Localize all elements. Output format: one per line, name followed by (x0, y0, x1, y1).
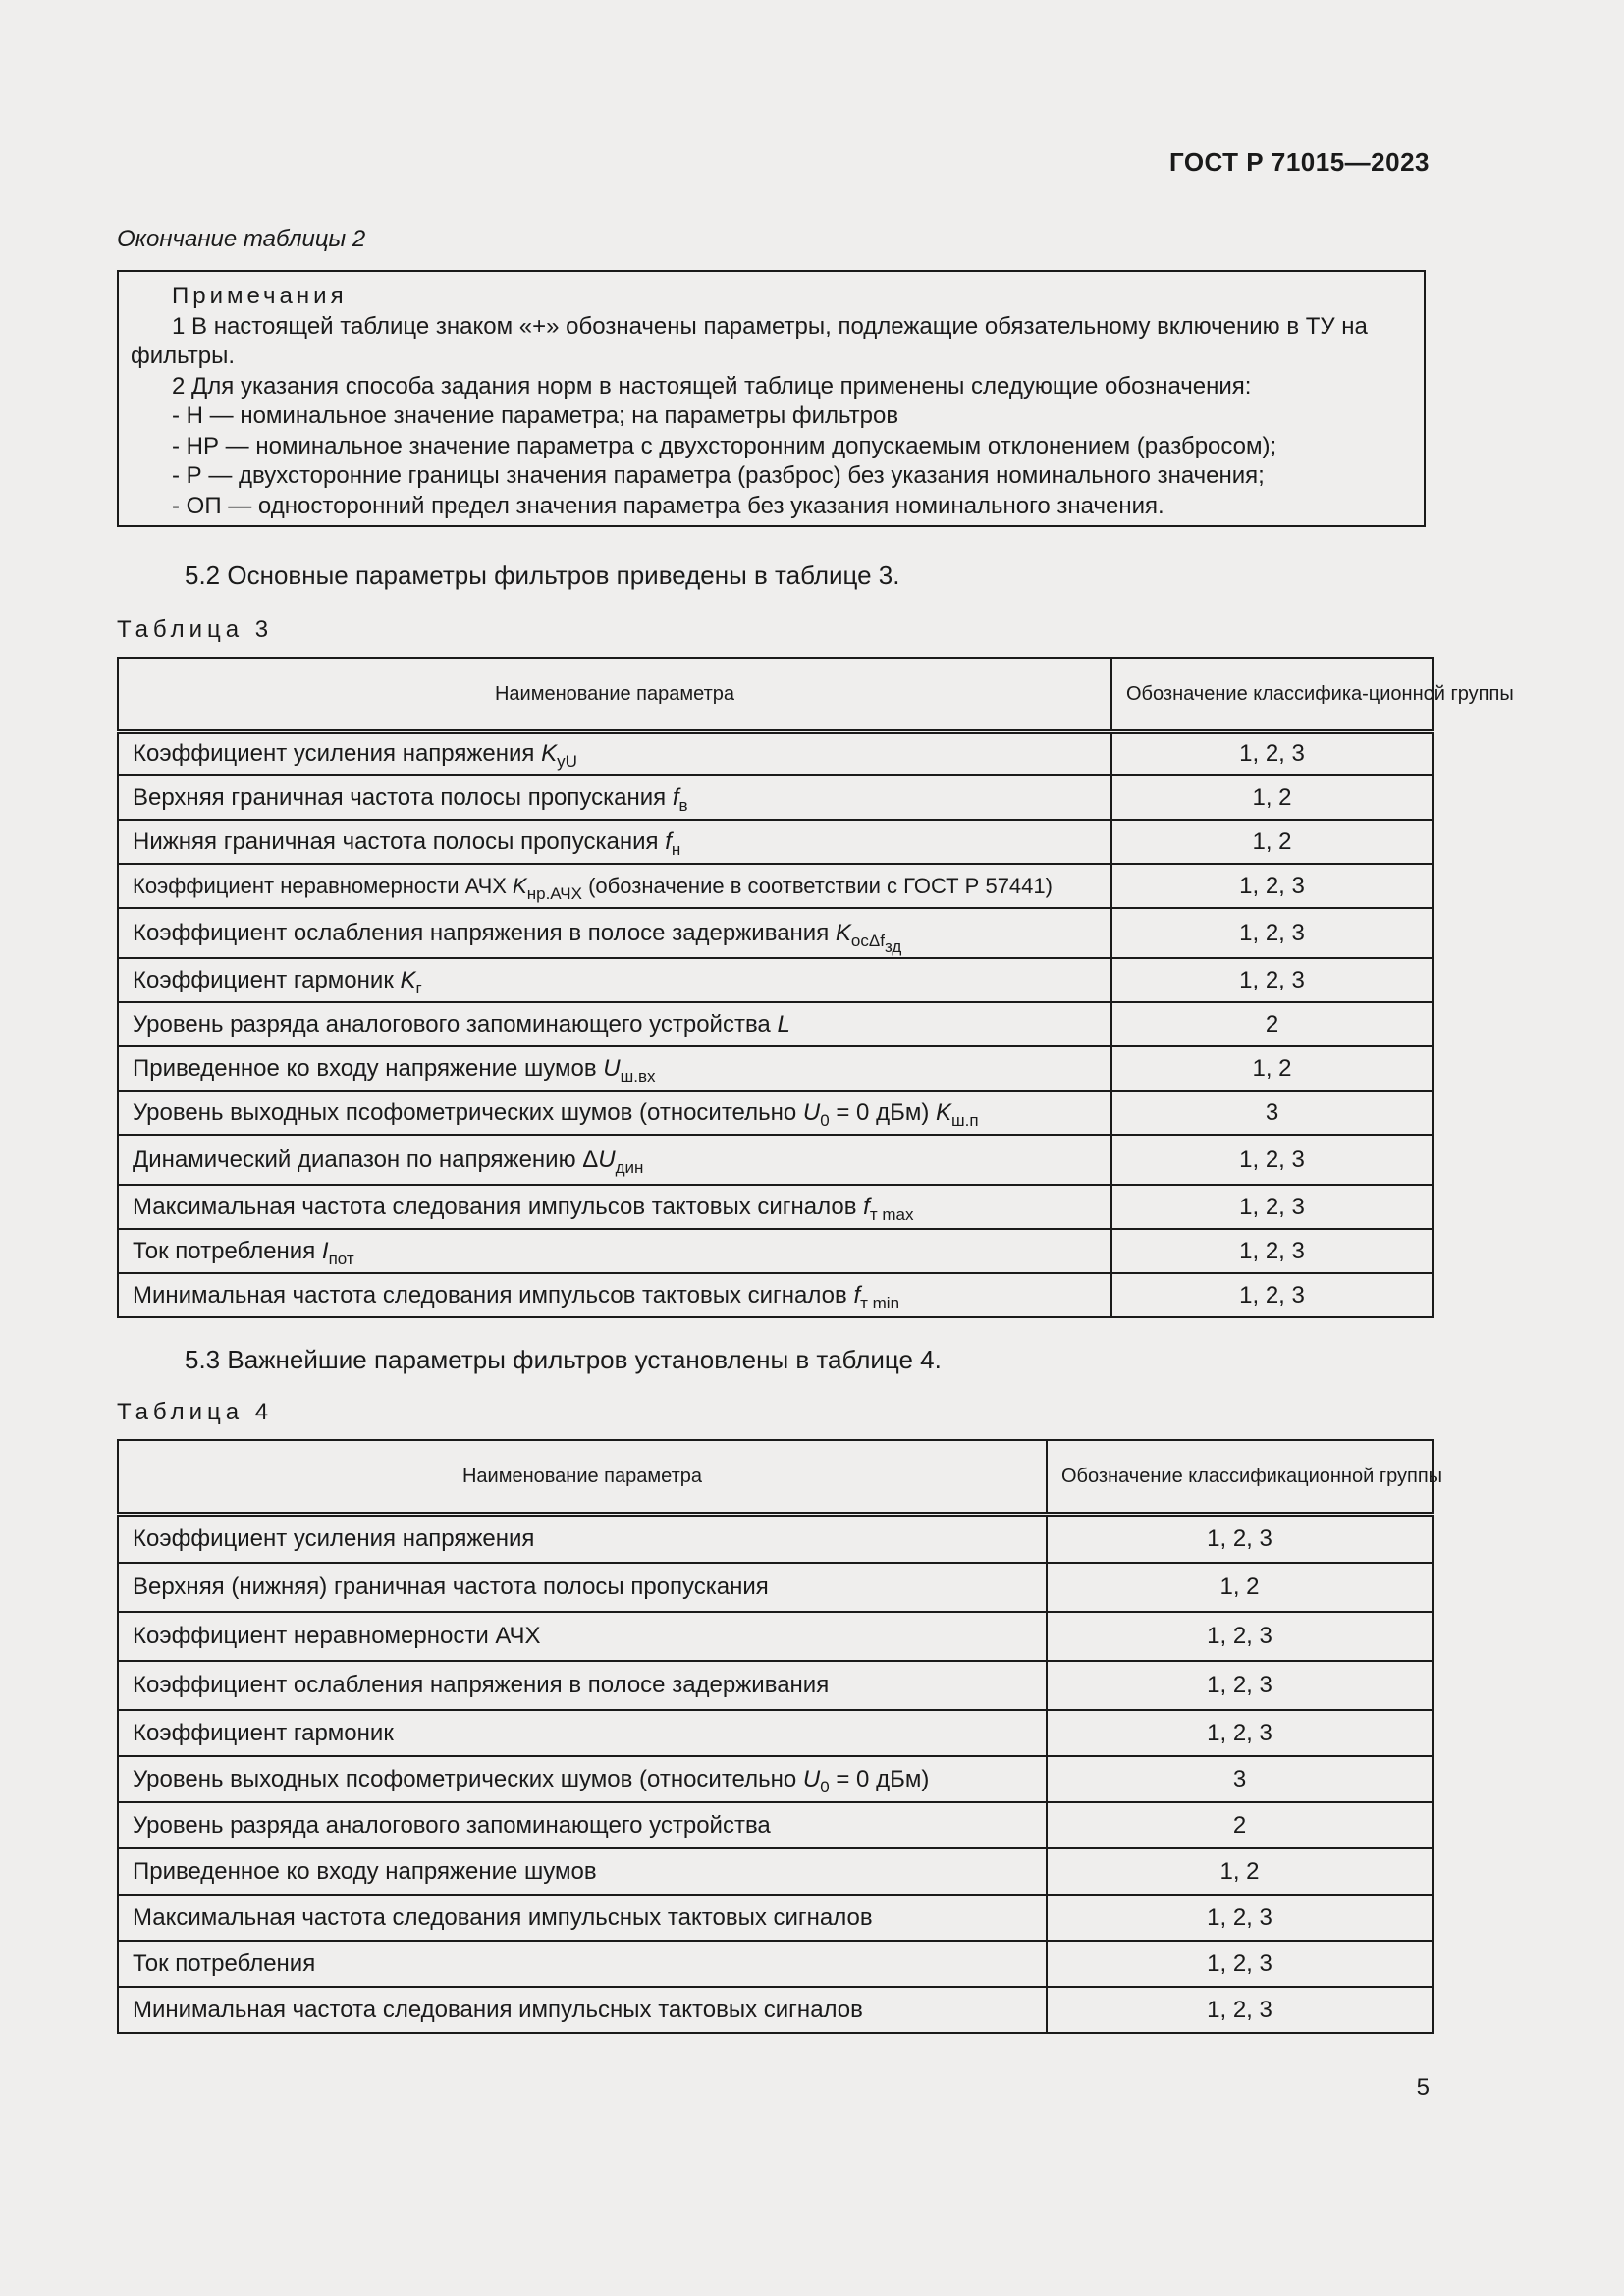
parameter-subscript (621, 1067, 656, 1086)
group-cell: 1, 2, 3 (1111, 1135, 1433, 1185)
table-row (118, 1661, 1433, 1710)
page-number: 5 (1416, 2074, 1430, 2101)
parameter-name: Уровень разряда аналогового запоминающего устройства (133, 1811, 771, 1839)
parameter-name: Коэффициент гармоник (133, 1719, 394, 1746)
subscript-text: т max (869, 1204, 914, 1224)
parameter-subscript (416, 979, 422, 997)
note-1-line-2: фильтры. (131, 343, 236, 369)
header-cell-group: Обозначение классификационной группы (1047, 1440, 1433, 1514)
table-row (118, 1710, 1433, 1756)
header-cell-parameter: Наименование параметра (118, 1440, 1047, 1514)
table-row (118, 1229, 1433, 1273)
group-cell: 1, 2, 3 (1111, 1229, 1433, 1273)
subscript-text: 0 (820, 1777, 830, 1796)
parameter-symbol: U (802, 1098, 821, 1126)
parameter-cell (118, 1848, 1047, 1895)
group-cell: 1, 2 (1111, 775, 1433, 820)
parameter-cell (118, 1514, 1047, 1563)
parameter-name: Коэффициент неравномерности АЧХ (133, 1623, 541, 1649)
parameter-tail: = 0 дБм) (829, 1765, 930, 1792)
parameter-subscript (616, 1158, 644, 1177)
header-cell-parameter: Наименование параметра (118, 658, 1111, 731)
parameter-cell (118, 1941, 1047, 1987)
group-cell: 3 (1047, 1756, 1433, 1802)
parameter-name: Нижняя граничная частота полосы пропускания (133, 828, 659, 855)
subscript-text: 0 (820, 1110, 830, 1130)
table-header-row (118, 658, 1433, 731)
parameter-name: Динамический диапазон по напряжению Δ (133, 1146, 599, 1173)
parameter-subscript (820, 1111, 829, 1130)
section-5-3-paragraph: 5.3 Важнейшие параметры фильтров установлены в таблице 4. (185, 1345, 942, 1374)
parameter-symbol: K (541, 740, 558, 768)
table-row (118, 1756, 1433, 1802)
parameter-tail: = 0 дБм) (829, 1098, 936, 1126)
parameter-subscript (672, 840, 680, 859)
table-row (118, 1895, 1433, 1941)
table-row (118, 731, 1433, 775)
parameter-cell (118, 1802, 1047, 1848)
parameter-subscript-3: ш.п (951, 1110, 979, 1130)
parameter-subscript (870, 1205, 914, 1224)
table-4-caption: Таблица 4 (117, 1399, 274, 1425)
table-row (118, 1273, 1433, 1317)
subscript-text: нр.АЧХ (526, 883, 582, 903)
parameter-symbol: K (513, 873, 527, 898)
parameter-cell (118, 1046, 1111, 1091)
table-continuation-caption: Окончание таблицы 2 (117, 226, 366, 252)
parameter-cell (118, 1756, 1047, 1802)
parameter-name: Верхняя граничная частота полосы пропускания (133, 783, 667, 811)
parameter-tail: (обозначение в соответствии с ГОСТ Р 57441) (581, 873, 1053, 898)
parameter-symbol: K (400, 966, 416, 993)
table-row (118, 908, 1433, 958)
parameter-subscript (557, 752, 577, 771)
parameter-cell (118, 1185, 1111, 1229)
table-row (118, 1514, 1433, 1563)
parameter-cell (118, 864, 1111, 908)
subscript-text: дин (615, 1157, 644, 1177)
parameter-symbol-2: K (935, 1098, 951, 1126)
parameter-name: Минимальная частота следования импульсных тактовых сигналов (133, 1996, 863, 2023)
parameter-cell (118, 1563, 1047, 1612)
table-row (118, 864, 1433, 908)
parameter-cell (118, 958, 1111, 1002)
subscript-text: yU (557, 752, 577, 772)
table-row (118, 1802, 1433, 1848)
subscript-text: г (415, 978, 422, 997)
group-cell: 1, 2, 3 (1047, 1895, 1433, 1941)
parameter-subscript (679, 796, 688, 815)
parameter-name: Максимальная частота следования импульсов тактовых сигналов (133, 1193, 857, 1220)
parameter-cell (118, 1895, 1047, 1941)
parameter-cell (118, 1229, 1111, 1273)
parameter-cell (118, 1612, 1047, 1661)
group-cell: 1, 2, 3 (1047, 1612, 1433, 1661)
parameter-subscript (329, 1250, 354, 1268)
group-cell: 1, 2, 3 (1111, 958, 1433, 1002)
table-row (118, 820, 1433, 864)
parameter-name: Верхняя (нижняя) граничная частота полосы пропускания (133, 1574, 769, 1600)
parameter-subscript (860, 1294, 899, 1312)
parameter-name: Приведенное ко входу напряжение шумов (133, 1054, 597, 1082)
table-row (118, 1002, 1433, 1046)
note-item: - Р — двухсторонние границы значения параметра (разброс) без указания номинального значения; (172, 462, 1265, 489)
parameter-cell (118, 820, 1111, 864)
subscript-text: в (678, 795, 688, 815)
parameter-subscript (850, 931, 902, 956)
table-row (118, 1941, 1433, 1987)
parameter-symbol: f (672, 783, 679, 811)
table-row (118, 1848, 1433, 1895)
header-cell-group: Обозначение классифика-ционной группы (1111, 658, 1433, 731)
table-row (118, 775, 1433, 820)
parameter-name: Приведенное ко входу напряжение шумов (133, 1857, 597, 1885)
table-4 (117, 1439, 1443, 2034)
parameter-name: Коэффициент гармоник (133, 966, 394, 993)
table-row (118, 1091, 1433, 1135)
subscript-text: т min (860, 1293, 900, 1312)
parameter-cell (118, 1135, 1111, 1185)
subscript-text: ocΔf (850, 931, 885, 950)
group-cell: 2 (1111, 1002, 1433, 1046)
notes-box (117, 270, 1426, 527)
table-row (118, 1987, 1433, 2033)
parameter-name: Коэффициент ослабления напряжения в полосе задерживания (133, 1672, 830, 1698)
parameter-symbol: U (802, 1765, 821, 1792)
parameter-symbol: f (853, 1281, 861, 1308)
table-row (118, 1185, 1433, 1229)
parameter-symbol: I (321, 1237, 329, 1264)
parameter-name: Ток потребления (133, 1237, 316, 1264)
table-row (118, 958, 1433, 1002)
parameter-cell (118, 908, 1111, 958)
note-1-line-1: 1 В настоящей таблице знаком «+» обозначены параметры, подлежащие обязательному включению в ТУ на (172, 312, 1368, 340)
subscript-text: н (671, 839, 681, 859)
group-cell: 1, 2, 3 (1111, 1185, 1433, 1229)
group-cell: 1, 2, 3 (1047, 1710, 1433, 1756)
parameter-name: Максимальная частота следования импульсных тактовых сигналов (133, 1903, 873, 1931)
group-cell: 1, 2 (1047, 1848, 1433, 1895)
parameter-cell (118, 775, 1111, 820)
parameter-symbol: f (665, 828, 672, 855)
parameter-symbol: f (863, 1193, 870, 1220)
parameter-name: Коэффициент ослабления напряжения в полосе задерживания (133, 919, 830, 946)
table-3 (117, 657, 1514, 1318)
parameter-symbol: L (777, 1010, 790, 1038)
parameter-name: Уровень разряда аналогового запоминающего устройства (133, 1010, 771, 1038)
parameter-subscript (527, 884, 582, 903)
parameter-cell (118, 1002, 1111, 1046)
group-cell: 2 (1047, 1802, 1433, 1848)
parameter-name: Минимальная частота следования импульсов тактовых сигналов (133, 1281, 847, 1308)
parameter-cell (118, 1273, 1111, 1317)
group-cell: 1, 2, 3 (1111, 864, 1433, 908)
group-cell: 1, 2, 3 (1111, 1273, 1433, 1317)
table-row (118, 1046, 1433, 1091)
group-cell: 1, 2, 3 (1047, 1987, 1433, 2033)
subscript-text: ш.вх (620, 1066, 656, 1086)
table-row (118, 1563, 1433, 1612)
parameter-cell (118, 1661, 1047, 1710)
note-item: - Н — номинальное значение параметра; на параметры фильтров (172, 402, 899, 429)
note-item: - ОП — односторонний предел значения параметра без указания номинального значения. (172, 492, 1164, 519)
table-row (118, 1612, 1433, 1661)
table-3-caption: Таблица 3 (117, 616, 274, 643)
parameter-symbol: K (835, 919, 851, 946)
section-5-2-paragraph: 5.2 Основные параметры фильтров приведены в таблице 3. (185, 561, 900, 590)
parameter-name: Ток потребления (133, 1949, 316, 1977)
parameter-name: Коэффициент усиления напряжения (133, 1524, 535, 1552)
parameter-cell (118, 1987, 1047, 2033)
parameter-subscript (820, 1778, 829, 1796)
parameter-name: Коэффициент усиления напряжения (133, 740, 535, 768)
notes-heading: Примечания (172, 283, 348, 309)
note-2-intro: 2 Для указания способа задания норм в настоящей таблице применены следующие обозначения: (172, 372, 1252, 400)
parameter-name: Коэффициент неравномерности АЧХ (133, 873, 507, 898)
parameter-subscript-2: зд (884, 936, 902, 956)
parameter-symbol: U (603, 1054, 621, 1082)
group-cell: 1, 2 (1047, 1563, 1433, 1612)
group-cell: 3 (1111, 1091, 1433, 1135)
group-cell: 1, 2, 3 (1047, 1514, 1433, 1563)
note-item: - НР — номинальное значение параметра с двухсторонним допускаемым отклонением (разбросом); (172, 432, 1277, 459)
group-cell: 1, 2 (1111, 1046, 1433, 1091)
parameter-cell (118, 731, 1111, 775)
subscript-text: пот (328, 1249, 354, 1268)
parameter-name: Уровень выходных псофометрических шумов (относительно (133, 1765, 797, 1792)
group-cell: 1, 2, 3 (1111, 731, 1433, 775)
parameter-cell (118, 1710, 1047, 1756)
parameter-name: Уровень выходных псофометрических шумов (относительно (133, 1098, 797, 1126)
group-cell: 1, 2, 3 (1111, 908, 1433, 958)
document-code: ГОСТ Р 71015—2023 (1168, 147, 1430, 177)
table-row (118, 1135, 1433, 1185)
parameter-symbol: U (598, 1146, 616, 1173)
group-cell: 1, 2, 3 (1047, 1661, 1433, 1710)
parameter-cell (118, 1091, 1111, 1135)
table-header-row (118, 1440, 1433, 1514)
group-cell: 1, 2 (1111, 820, 1433, 864)
group-cell: 1, 2, 3 (1047, 1941, 1433, 1987)
